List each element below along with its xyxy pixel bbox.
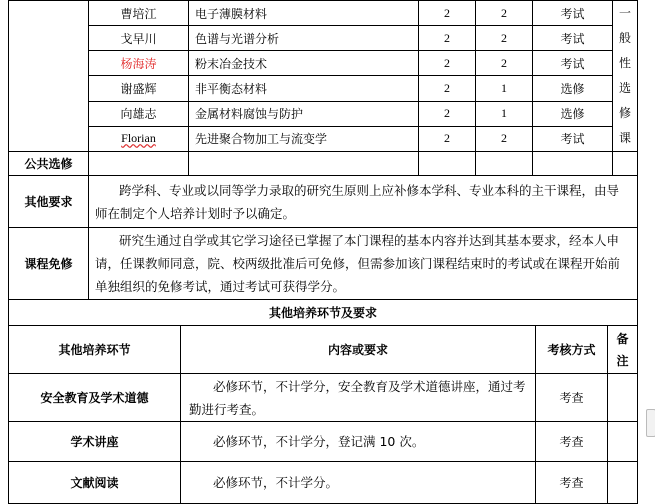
assessment-cell: 考查 <box>536 374 608 422</box>
hours-cell: 2 <box>419 101 476 126</box>
course-name-cell: 金属材料腐蚀与防护 <box>189 101 419 126</box>
course-name-cell: 电子薄膜材料 <box>189 1 419 26</box>
course-table <box>8 0 638 300</box>
content-cell: 必修环节，不计学分，安全教育及学术道德讲座，通过考勤进行考查。 <box>181 374 536 422</box>
table-row <box>9 462 638 504</box>
credits-cell: 2 <box>476 126 533 151</box>
empty-cell <box>613 152 638 176</box>
remark-cell <box>608 374 638 422</box>
public-elective-row <box>9 152 638 176</box>
header-assessment: 考核方式 <box>536 326 608 374</box>
link-name-cell: 文献阅读 <box>9 462 181 504</box>
exam-cell: 考试 <box>533 26 613 51</box>
hours-cell: 2 <box>419 76 476 101</box>
empty-cell <box>476 152 533 176</box>
other-links-table <box>8 299 638 504</box>
course-name-cell: 色谱与光谱分析 <box>189 26 419 51</box>
category-note-char: 般 <box>619 31 632 45</box>
empty-cell <box>89 152 189 176</box>
teacher-name-spellcheck: Florian <box>121 131 156 146</box>
exam-cell: 考试 <box>533 126 613 151</box>
table-row <box>9 101 638 126</box>
hours-cell: 2 <box>419 26 476 51</box>
exam-cell: 选修 <box>533 101 613 126</box>
hours-cell: 2 <box>419 51 476 76</box>
header-row <box>9 326 638 374</box>
teacher-cell: 谢盛辉 <box>89 76 189 101</box>
empty-cell <box>533 152 613 176</box>
assessment-cell: 考查 <box>536 422 608 462</box>
teacher-cell: 戈早川 <box>89 26 189 51</box>
course-name-cell: 粉末冶金技术 <box>189 51 419 76</box>
other-requirements-label: 其他要求 <box>9 176 89 228</box>
table-row <box>9 51 638 76</box>
exemption-label: 课程免修 <box>9 228 89 300</box>
teacher-cell: 曹培江 <box>89 1 189 26</box>
category-note-char: 一 <box>619 6 632 20</box>
hours-cell: 2 <box>419 1 476 26</box>
exam-cell: 选修 <box>533 76 613 101</box>
category-blank-cell <box>9 1 89 152</box>
content-cell: 必修环节，不计学分，登记满 10 次。 <box>181 422 536 462</box>
teacher-cell: 向雄志 <box>89 101 189 126</box>
header-remark: 备注 <box>608 326 638 374</box>
other-requirements-text: 跨学科、专业或以同等学力录取的研究生原则上应补修本学科、专业本科的主干课程，由导师在制定个人培养计划时予以确定。 <box>89 176 638 228</box>
category-note <box>613 1 637 151</box>
remark-cell <box>608 462 638 504</box>
category-note-cell <box>613 1 638 152</box>
hours-cell: 2 <box>419 126 476 151</box>
teacher-cell: 杨海涛 <box>89 51 189 76</box>
table-row <box>9 422 638 462</box>
table-row <box>9 26 638 51</box>
table-row <box>9 1 638 26</box>
header-content: 内容或要求 <box>181 326 536 374</box>
category-note-char: 性 <box>619 56 632 70</box>
header-link: 其他培养环节 <box>9 326 181 374</box>
credits-cell: 2 <box>476 1 533 26</box>
credits-cell: 2 <box>476 51 533 76</box>
credits-cell: 1 <box>476 101 533 126</box>
content-cell: 必修环节，不计学分。 <box>181 462 536 504</box>
section-title-row <box>9 300 638 326</box>
exam-cell: 考试 <box>533 51 613 76</box>
section-title: 其他培养环节及要求 <box>9 300 638 326</box>
empty-cell <box>419 152 476 176</box>
exam-cell: 考试 <box>533 1 613 26</box>
category-note-char: 课 <box>619 131 632 145</box>
exemption-row <box>9 228 638 300</box>
link-name-cell: 学术讲座 <box>9 422 181 462</box>
category-note-char: 选 <box>619 81 632 95</box>
assessment-cell: 考查 <box>536 462 608 504</box>
table-row <box>9 76 638 101</box>
other-requirements-row <box>9 176 638 228</box>
remark-cell <box>608 422 638 462</box>
credits-cell: 2 <box>476 26 533 51</box>
category-note-char: 修 <box>619 106 632 120</box>
credits-cell: 1 <box>476 76 533 101</box>
course-name-cell: 先进聚合物加工与流变学 <box>189 126 419 151</box>
side-scroll-handle[interactable] <box>646 409 655 437</box>
course-name-cell: 非平衡态材料 <box>189 76 419 101</box>
link-name-cell: 安全教育及学术道德 <box>9 374 181 422</box>
teacher-cell <box>89 126 189 151</box>
public-elective-label: 公共选修 <box>9 152 89 176</box>
empty-cell <box>189 152 419 176</box>
table-row <box>9 374 638 422</box>
table-row <box>9 126 638 151</box>
exemption-text: 研究生通过自学或其它学习途径已掌握了本门课程的基本内容并达到其基本要求，经本人申请，任课教师同意，院、校两级批准后可免修，但需参加该门课程结束时的考试或在课程开始前单独组织的免修考试，通过考试可获得学分。 <box>89 228 638 300</box>
